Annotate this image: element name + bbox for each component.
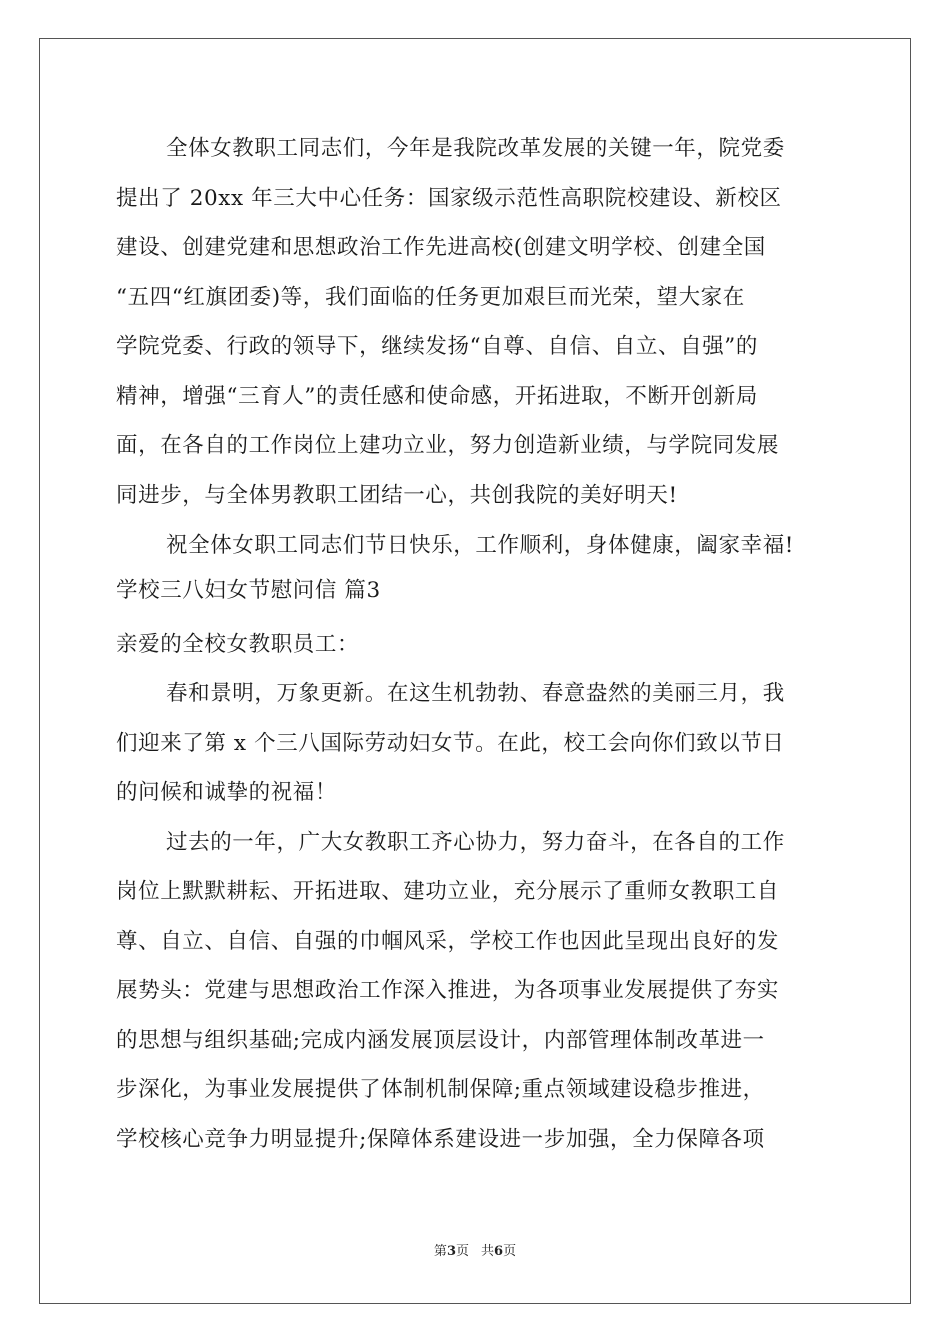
salutation: 亲爱的全校女教职员工： bbox=[116, 632, 360, 657]
page-footer bbox=[0, 1243, 950, 1261]
text-line: 同进步，与全体男教职工团结一心，共创我院的美好明天! bbox=[116, 483, 678, 508]
text-line: 春和景明，万象更新。在这生机勃勃、春意盎然的美丽三月，我 bbox=[166, 681, 785, 706]
text-line: 岗位上默默耕耘、开拓进取、建功立业，充分展示了重师女教职工自 bbox=[116, 879, 780, 904]
section-heading: 学校三八妇女节慰问信 篇3 bbox=[116, 578, 381, 603]
text-line: 的思想与组织基础;完成内涵发展顶层设计，内部管理体制改革进一 bbox=[116, 1028, 765, 1053]
text-line: 们迎来了第 x 个三八国际劳动妇女节。在此，校工会向你们致以节日 bbox=[116, 731, 785, 756]
text-line: 提出了 20xx 年三大中心任务：国家级示范性高职院校建设、新校区 bbox=[116, 186, 782, 211]
page-total: 共6页 bbox=[481, 1244, 517, 1259]
text-line: 全体女教职工同志们，今年是我院改革发展的关键一年，院党委 bbox=[166, 136, 785, 161]
text-line: “五四“红旗团委)等，我们面临的任务更加艰巨而光荣，望大家在 bbox=[116, 285, 745, 310]
text-line: 的问候和诚挚的祝福！ bbox=[116, 780, 338, 805]
page-number: 第3页 bbox=[433, 1244, 469, 1259]
text-line: 学院党委、行政的领导下，继续发扬“自尊、自信、自立、自强”的 bbox=[116, 334, 758, 359]
text-line: 面，在各自的工作岗位上建功立业，努力创造新业绩，与学院同发展 bbox=[116, 433, 780, 458]
text-line: 尊、自立、自信、自强的巾帼风采，学校工作也因此呈现出良好的发 bbox=[116, 929, 780, 954]
page-border bbox=[39, 38, 911, 1304]
text-line: 步深化，为事业发展提供了体制机制保障;重点领域建设稳步推进， bbox=[116, 1077, 765, 1102]
text-line: 过去的一年，广大女教职工齐心协力，努力奋斗，在各自的工作 bbox=[166, 830, 785, 855]
text-line: 建设、创建党建和思想政治工作先进高校(创建文明学校、创建全国 bbox=[116, 235, 766, 260]
text-line: 学校核心竞争力明显提升;保障体系建设进一步加强，全力保障各项 bbox=[116, 1127, 765, 1152]
text-line: 展势头：党建与思想政治工作深入推进，为各项事业发展提供了夯实 bbox=[116, 978, 780, 1003]
text-line: 精神，增强“三育人”的责任感和使命感，开拓进取，不断开创新局 bbox=[116, 384, 758, 409]
text-line: 祝全体女职工同志们节日快乐，工作顺利，身体健康，阖家幸福! bbox=[166, 533, 795, 558]
